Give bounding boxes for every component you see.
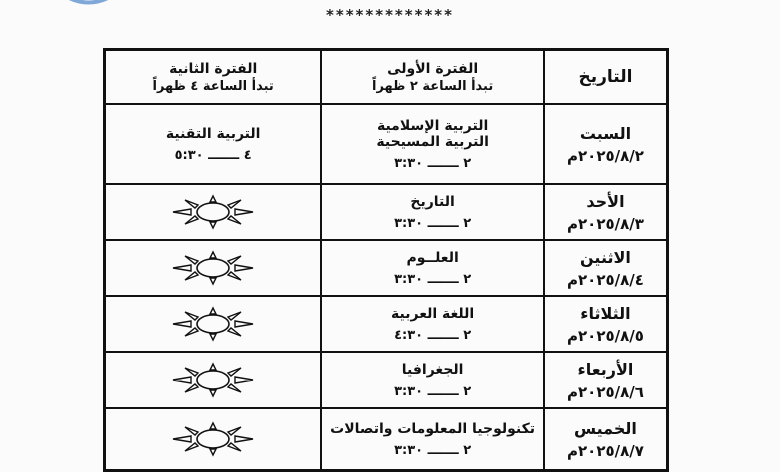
period-2-cell: [105, 240, 322, 296]
day-name: الثلاثاء: [580, 303, 631, 323]
date-cell: [544, 104, 668, 184]
table-row: [105, 184, 668, 240]
period-1-title: الفترة الأولى: [387, 60, 479, 77]
date-cell: [544, 240, 668, 296]
sun-icon: [171, 250, 255, 286]
subject: التربية الإسلامية: [376, 117, 489, 134]
time-range: ٢ ـــــــ ٣:٣٠: [394, 442, 472, 458]
sun-icon: [171, 421, 255, 457]
period-1-cell: [321, 296, 544, 352]
date-value: ٢٠٢٥/٨/٢م: [567, 146, 644, 165]
sun-icon: [171, 362, 255, 398]
time-range: ٢ ـــــــ ٣:٣٠: [394, 383, 472, 399]
header-period-2: [105, 50, 322, 105]
period-1-cell: [321, 240, 544, 296]
date-value: ٢٠٢٥/٨/٥م: [567, 326, 644, 345]
table-header-row: [105, 50, 668, 105]
day-name: الأحد: [586, 191, 625, 211]
period-2-cell: [105, 352, 322, 408]
subject: العلــوم: [406, 249, 459, 266]
period-1-cell: [321, 104, 544, 184]
subject: التربية التقنية: [165, 125, 261, 142]
period-2-title: الفترة الثانية: [169, 60, 258, 77]
time-range: ٢ ـــــــ ٤:٣٠: [394, 327, 472, 343]
time-range: ٢ ـــــــ ٣:٣٠: [394, 155, 472, 171]
date-cell: [544, 408, 668, 471]
table-row: [105, 352, 668, 408]
day-name: الخميس: [574, 418, 637, 438]
period-2-start: تبدأ الساعة ٤ ظهراً: [152, 78, 274, 94]
decorative-stars: *************: [326, 6, 454, 24]
date-cell: [544, 296, 668, 352]
date-value: ٢٠٢٥/٨/٧م: [567, 441, 644, 460]
period-1-cell: [321, 352, 544, 408]
period-2-cell: [105, 296, 322, 352]
period-1-cell: [321, 184, 544, 240]
period-2-cell: [105, 184, 322, 240]
time-range: ٢ ـــــــ ٣:٣٠: [394, 271, 472, 287]
date-value: ٢٠٢٥/٨/٤م: [567, 270, 644, 289]
header-period-1: [321, 50, 544, 105]
date-cell: [544, 184, 668, 240]
time-range: ٤ ـــــــ ٥:٣٠: [174, 147, 252, 163]
subject: تكنولوجيا المعلومات واتصالات: [330, 420, 536, 437]
subject: التاريخ: [410, 193, 455, 210]
table-row: [105, 408, 668, 471]
time-range: ٢ ـــــــ ٣:٣٠: [394, 215, 472, 231]
subject: الجغرافيا: [401, 361, 464, 378]
exam-schedule-table: [103, 48, 669, 472]
table-row: [105, 296, 668, 352]
sun-icon: [171, 306, 255, 342]
subject: اللغة العربية: [391, 305, 475, 322]
period-1-start: تبدأ الساعة ٢ ظهراً: [371, 78, 494, 94]
period-2-cell: [105, 408, 322, 471]
date-value: ٢٠٢٥/٨/٣م: [567, 214, 644, 233]
date-cell: [544, 352, 668, 408]
period-1-cell: [321, 408, 544, 471]
day-name: الأربعاء: [577, 359, 634, 379]
sun-icon: [171, 194, 255, 230]
header-date: التاريخ: [544, 50, 668, 105]
day-name: السبت: [579, 123, 632, 143]
date-value: ٢٠٢٥/٨/٦م: [567, 382, 644, 401]
period-2-cell: [105, 104, 322, 184]
subject-alt: التربية المسيحية: [376, 133, 489, 150]
table-row: [105, 240, 668, 296]
table-row: [105, 104, 668, 184]
day-name: الاثنين: [580, 247, 631, 267]
